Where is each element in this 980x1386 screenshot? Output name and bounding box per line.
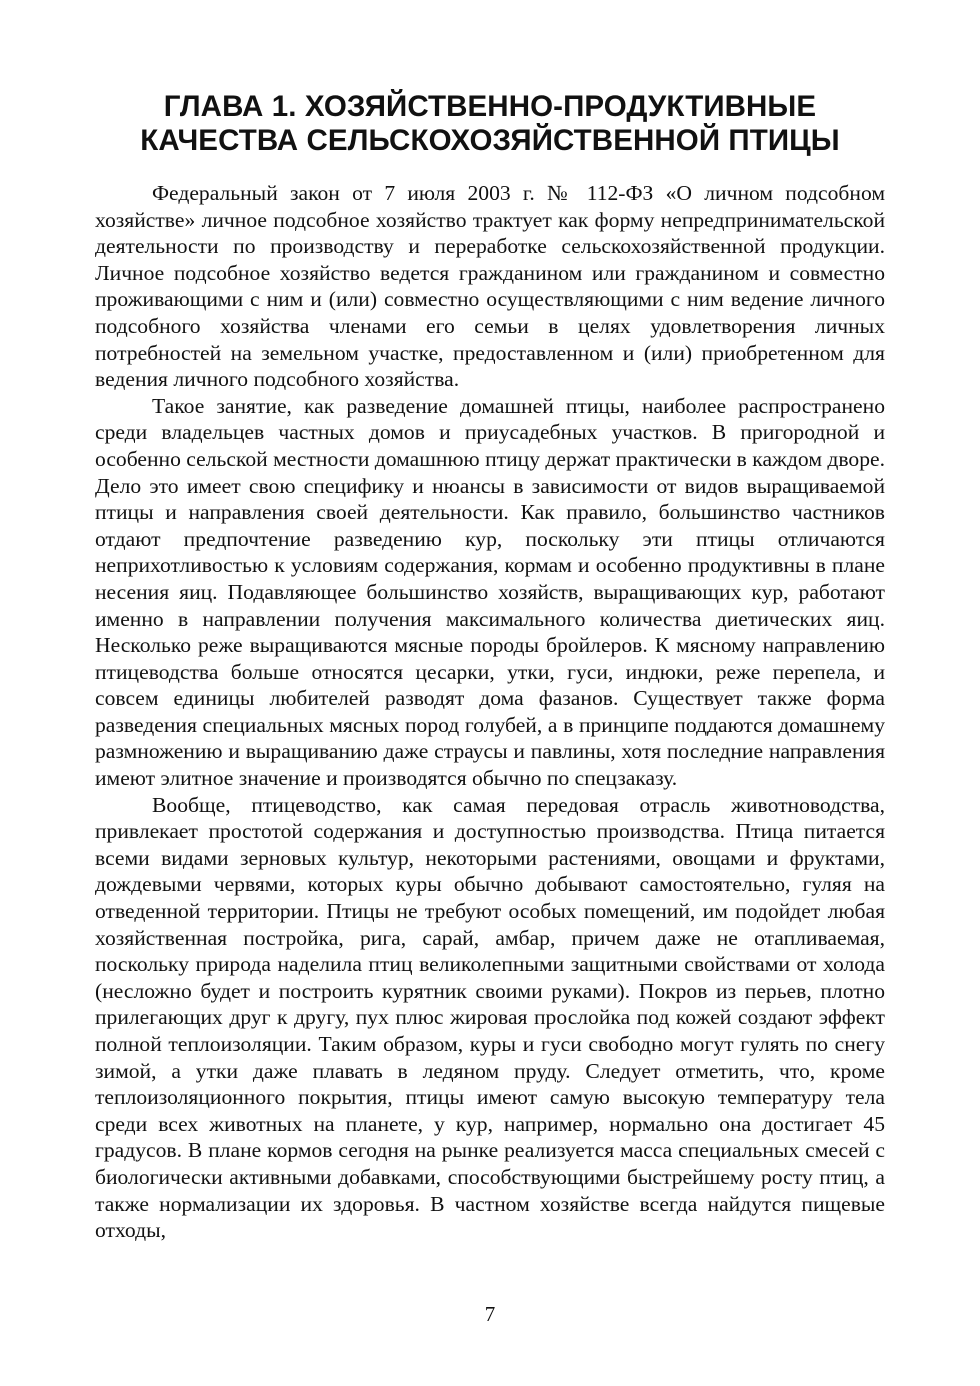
- paragraph-3: Вообще, птицеводство, как самая передовая отрасль животноводства, привлекает простотой содержания и доступностью производства. Птица питается всеми видами зерновых культур, некоторыми растениями, овощами и фруктами, дождевыми червями, которых куры обычно добывают самостоятельно, гуляя на отведенной территории. Птицы не требуют особых помещений, им подойдет любая хозяйственная постройка, рига, сарай, амбар, причем даже не отапливаемая, поскольку природа наделила птиц великолепными защитными свойствами от холода (несложно будет и построить курятник своими руками). Покров из перьев, плотно прилегающих друг к другу, пух плюс жировая прослойка под кожей создают эффект полной теплоизоляции. Таким образом, куры и гуси свободно могут гулять по снегу зимой, а утки даже плавать в ледяном пруду. Следует отметить, что, кроме теплоизоляционного покрытия, птицы имеют самую высокую температуру тела среди всех животных на планете, у кур, например, нормально она достигает 45 градусов. В плане кормов сегодня на рынке реализуется масса специальных смесей с биологически активными добавками, способствующими быстрейшему росту птиц, а также нормализации их здоровья. В частном хозяйстве всегда найдутся пищевые отходы,: [95, 792, 885, 1243]
- page-number: 7: [484, 1302, 496, 1326]
- chapter-title-line-2: КАЧЕСТВА СЕЛЬСКОХОЗЯЙСТВЕННОЙ ПТИЦЫ: [140, 124, 840, 157]
- chapter-title-line-1: ГЛАВА 1. ХОЗЯЙСТВЕННО-ПРОДУКТИВНЫЕ: [163, 90, 817, 123]
- paragraph-2: Такое занятие, как разведение домашней птицы, наиболее распространено среди владельцев частных домов и приусадебных участков. В пригородной и особенно сельской местности домашнюю птицу держат практически в каждом дворе. Дело это имеет свою специфику и нюансы в зависимости от видов выращиваемой птицы и направления своей деятельности. Как правило, большинство частников отдают предпочтение разведению кур, поскольку эти птицы отличаются неприхотливостью к условиям содержания, кормам и особенно продуктивны в плане несения яиц. Подавляющее большинство хозяйств, выращивающих кур, работают именно в направлении получения максимального количества диетических яиц. Несколько реже выращиваются мясные породы бройлеров. К мясному направлению птицеводства больше относятся цесарки, утки, гуси, индюки, реже перепела, и совсем единицы любителей разводят дома фазанов. Существует также форма разведения специальных мясных пород голубей, а в принципе поддаются домашнему размножению и выращиванию даже страусы и павлины, хотя последние направления имеют элитное значение и производятся обычно по спецзаказу.: [95, 393, 885, 791]
- body-text: [95, 180, 885, 1244]
- paragraph-1: Федеральный закон от 7 июля 2003 г. № 112-ФЗ «О личном подсобном хозяйстве» личное подсобное хозяйство трактует как форму непредпринимательской деятельности по производству и переработке сельскохозяйственной продукции. Личное подсобное хозяйство ведется гражданином или гражданином и совместно проживающими с ним и (или) совместно осуществляющими с ним ведение личного подсобного хозяйства членами его семьи в целях удовлетворения личных потребностей на земельном участке, предоставленном и (или) приобретенном для ведения личного подсобного хозяйства.: [95, 181, 885, 392]
- chapter-title: [95, 90, 885, 158]
